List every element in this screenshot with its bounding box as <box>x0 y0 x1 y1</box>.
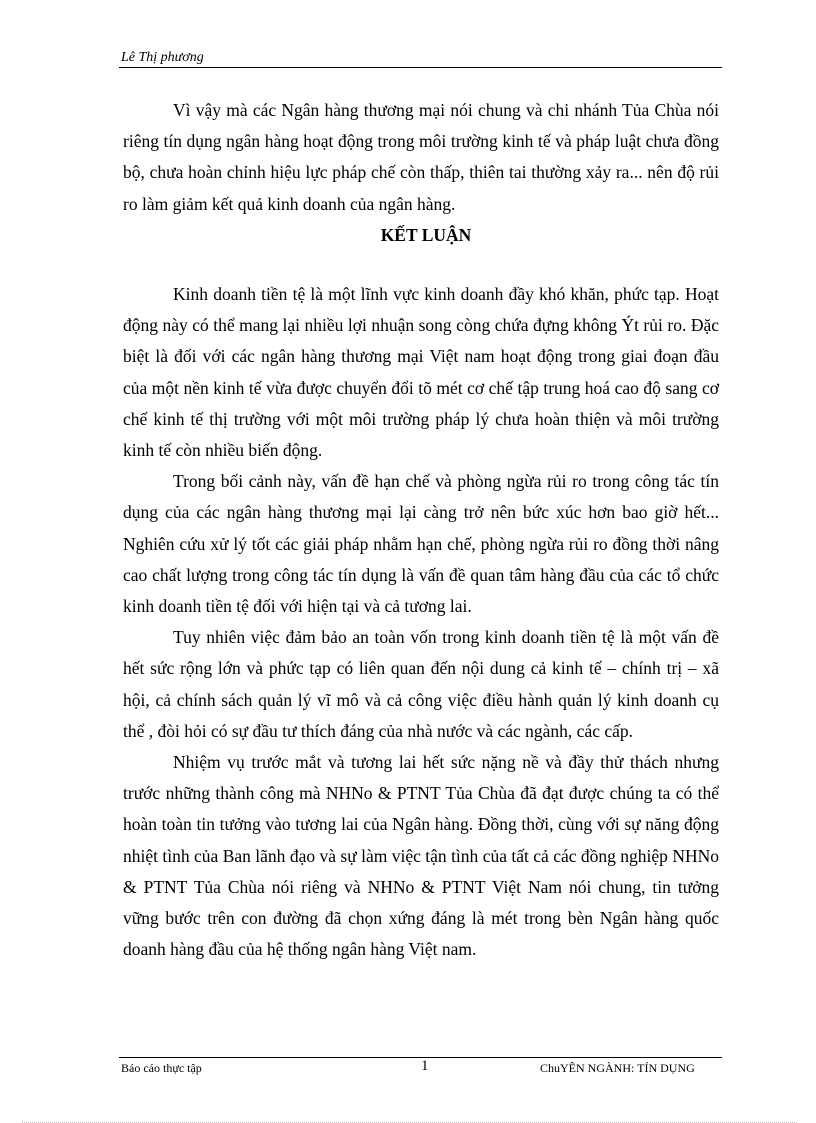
page-number: 1 <box>421 1058 429 1074</box>
footer-major-label: ChuYÊN NGÀNH: TÍN DỤNG <box>540 1061 695 1075</box>
header-author: Lê Thị phương <box>121 50 204 65</box>
section-gap <box>123 251 719 279</box>
conclusion-paragraph-2: Trong bối cảnh này, vấn đề hạn chế và phòng ngừa rủi ro trong công tác tín dụng của các ngân hàng thương mại lại càng trở nên bức xúc hơn bao giờ hết... Nghiên cứu xử lý tốt các giải pháp nhằm hạn chế, phòng ngừa rủi ro đồng thời nâng cao chất lượng trong công tác tín dụng là vấn đề quan tâm hàng đầu của các tổ chức kinh doanh tiền tệ đối với hiện tại và cả tương lai. <box>123 471 719 617</box>
conclusion-heading: KẾT LUẬN <box>380 224 472 245</box>
conclusion-paragraph-3: Tuy nhiên việc đảm bảo an toàn vốn trong kinh doanh tiền tệ là một vấn đề hết sức rộng lớn và phức tạp có liên quan đến nội dung cả kinh tế – chính trị – xã hội, cả chính sách quản lý vĩ mô và cả công việc điều hành quản lý kinh doanh cụ thể , đòi hỏi có sự đầu tư thích đáng của nhà nước và các ngành, các cấp. <box>123 627 719 741</box>
header-divider <box>119 67 722 68</box>
document-body <box>123 95 719 965</box>
footer-report-label: Báo cáo thực tập <box>121 1061 202 1075</box>
intro-paragraph: Vì vậy mà các Ngân hàng thương mại nói chung và chi nhánh Tủa Chùa nói riêng tín dụng ngân hàng hoạt động trong môi trường kinh tế và pháp luật chưa đồng bộ, chưa hoàn chỉnh hiệu lực pháp chế còn thấp, thiên tai thường xảy ra... nên độ rủi ro làm giảm kết quả kinh doanh của ngân hàng. <box>123 100 719 214</box>
conclusion-paragraph-1: Kinh doanh tiền tệ là một lĩnh vực kinh doanh đầy khó khăn, phức tạp. Hoạt động này có thể mang lại nhiều lợi nhuận song còng chứa đựng không Ýt rủi ro. Đặc biệt là đối với các ngân hàng thương mại Việt nam hoạt động trong giai đoạn đầu của một nền kinh tế vừa được chuyển đổi tõ mét cơ chế tập trung hoá cao độ sang cơ chế kinh tế thị trường với một môi trường pháp lý chưa hoàn thiện và môi trường kinh tế còn nhiều biến động. <box>123 284 719 461</box>
conclusion-paragraph-4: Nhiệm vụ trước mắt và tương lai hết sức nặng nề và đầy thử thách nhưng trước những thành công mà NHNo & PTNT Tủa Chùa đã đạt được chúng ta có thể hoàn toàn tin tưởng vào tương lai của Ngân hàng. Đồng thời, cùng với sự năng động nhiệt tình của Ban lãnh đạo và sự làm việc tận tình của tất cả các đồng nghiệp NHNo & PTNT Tủa Chùa nói riêng và NHNo & PTNT Việt Nam nói chung, tin tưởng vững bước trên con đường đã chọn xứng đáng là mét trong bèn Ngân hàng quốc doanh hàng đầu của hệ thống ngân hàng Việt nam. <box>123 752 719 960</box>
